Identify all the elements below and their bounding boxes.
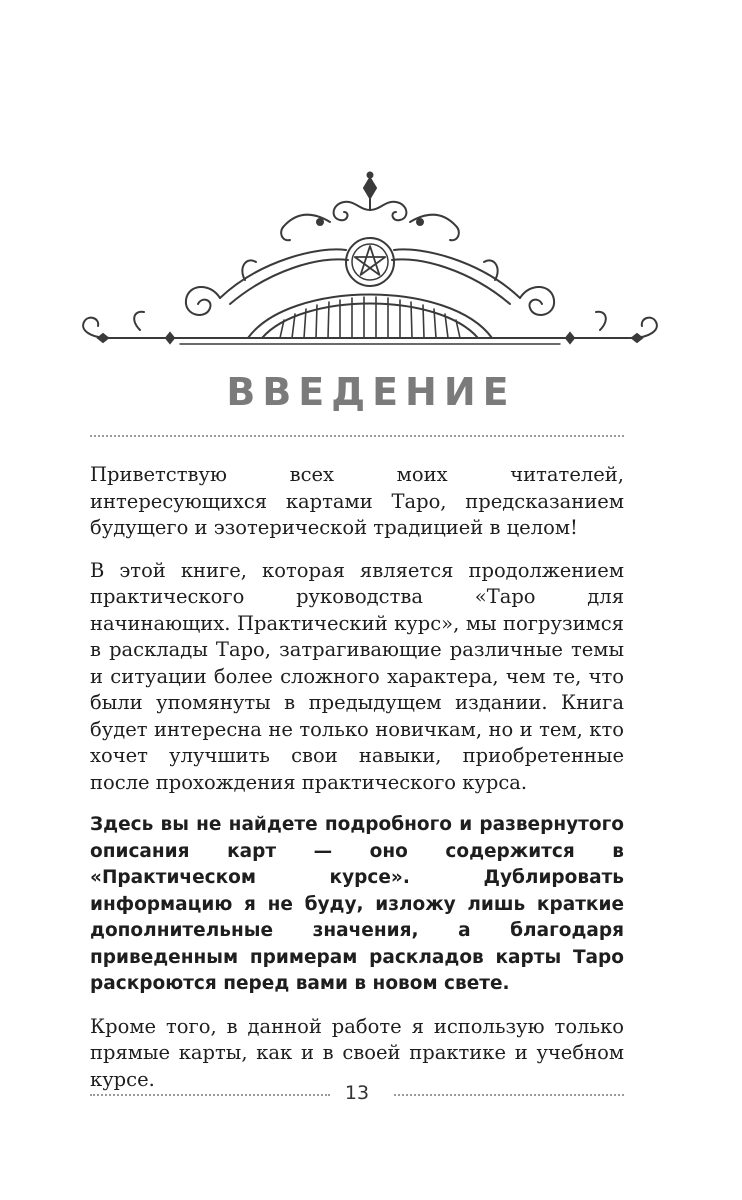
pentagram-icon xyxy=(346,238,394,286)
finial-ornament xyxy=(281,173,459,241)
chapter-ornament xyxy=(70,170,670,350)
body-text xyxy=(90,462,624,1109)
chapter-title: ВВЕДЕНИЕ xyxy=(226,370,516,414)
page-number: 13 xyxy=(344,1082,370,1104)
footer-dotted-divider-right xyxy=(394,1094,624,1096)
paragraph: Приветствую всех моих читателей, интересующихся картами Таро, предсказанием будущего и эзотерической традицией в целом! xyxy=(90,463,624,539)
paragraph: В этой книге, которая является продолжением практического руководства «Таро для начинающих. Практический курс», мы погрузимся в расклады Таро, затрагивающие различные темы и ситуации более сложного характера, чем те, что были упомянуты в предыдущем издании. Книга будет интересна не только новичкам, но и тем, кто хочет улучшить свои навыки, приобретенные после прохождения практического курса. xyxy=(90,558,624,794)
paragraph-bold: Здесь вы не найдете подробного и развернутого описания карт — оно содержится в «Практическом курсе». Дублировать информацию я не буду, изложу лишь краткие дополнительные значения, а благодаря приведенным примерам раскладов карты Таро раскроются перед вами в новом свете. xyxy=(90,814,624,994)
page-footer xyxy=(90,1082,624,1106)
paragraph: Кроме того, в данной работе я использую только прямые карты, как и в своей практике и учебном курсе. xyxy=(90,1014,624,1091)
dotted-divider xyxy=(90,435,624,437)
